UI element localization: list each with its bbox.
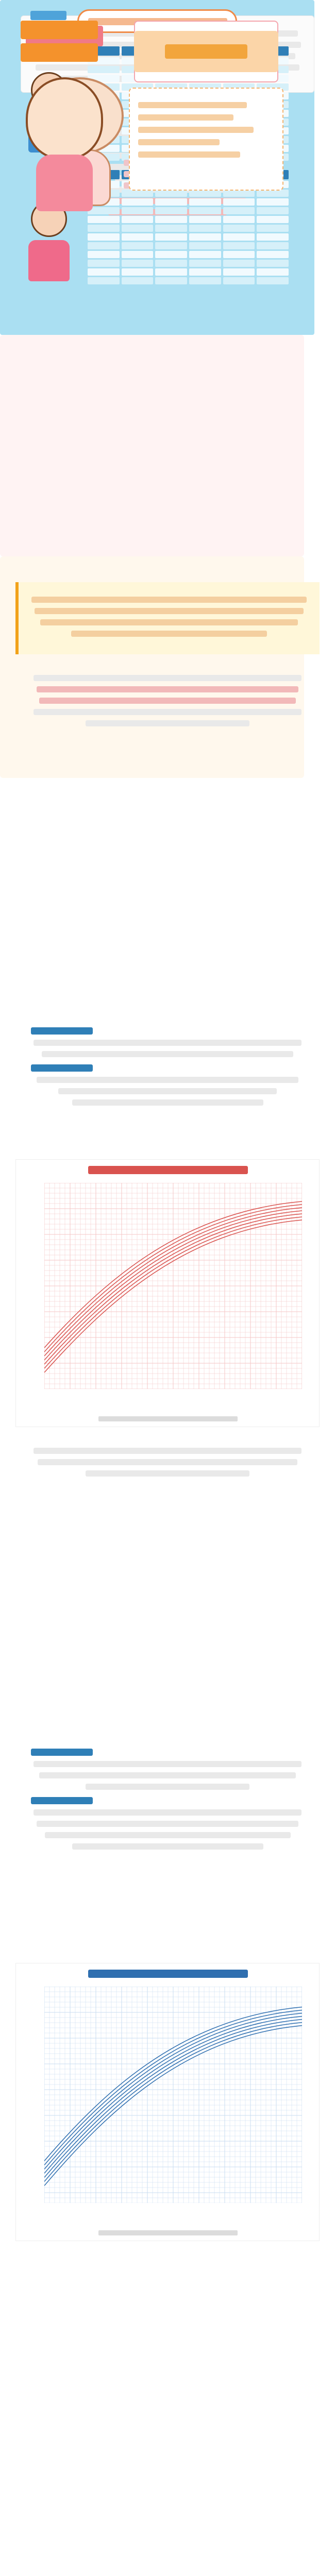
girl-illustration: [21, 201, 77, 289]
table-row: [88, 216, 289, 223]
table-row: [88, 242, 289, 249]
school-paragraph: [21, 1443, 314, 1504]
tip-heading-3: [31, 1749, 93, 1756]
infant-tips: [21, 1020, 314, 1159]
tip-heading-2: [31, 1064, 93, 1072]
table-row: [88, 260, 289, 267]
infant-paragraph: [21, 670, 314, 783]
girl-growth-chart: [15, 1159, 320, 1427]
note-box: [15, 582, 320, 654]
boy-growth-chart: [15, 1963, 320, 2241]
table-row: [88, 277, 289, 284]
table-row: [88, 268, 289, 276]
chart-grid: [44, 1183, 302, 1389]
chart-caption: [98, 2230, 238, 2235]
table-row: [88, 251, 289, 258]
chart-grid: [44, 1987, 302, 2203]
tip-heading-4: [31, 1797, 93, 1804]
intro-tag: [30, 11, 66, 20]
chart-caption: [98, 1416, 238, 1421]
chart-title: [88, 1166, 248, 1174]
tip-heading-1: [31, 1027, 93, 1035]
infant-poster: [0, 335, 304, 556]
chart-title: [88, 1970, 248, 1978]
table-row: [88, 225, 289, 232]
table-row: [88, 233, 289, 241]
school-tips: [21, 1741, 314, 1958]
